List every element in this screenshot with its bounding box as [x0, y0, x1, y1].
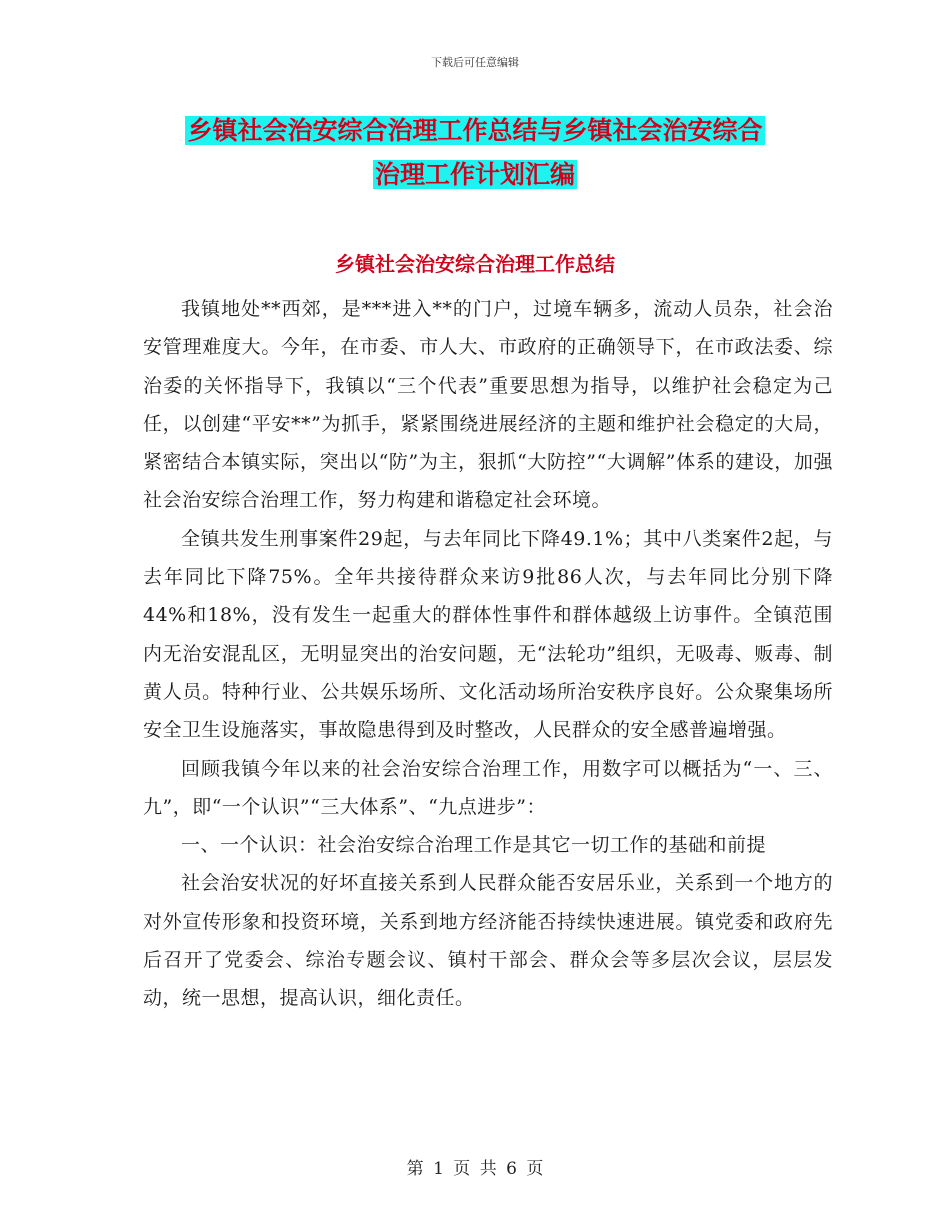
section-title: 乡镇社会治安综合治理工作总结	[335, 252, 615, 276]
document-title-line-1	[0, 114, 950, 148]
paragraph: 社会治安状况的好坏直接关系到人民群众能否安居乐业，关系到一个地方的对外宣传形象和投资环境，关系到地方经济能否持续快速进展。镇党委和政府先后召开了党委会、综治专题会议、镇村干部会、群众会等多层次会议，层层发动，统一思想，提高认识，细化责任。	[143, 872, 833, 1010]
paragraph: 回顾我镇今年以来的社会治安综合治理工作，用数字可以概括为“一、三、九”，即“一个认识”“三大体系”、“九点进步”：	[143, 757, 833, 818]
paragraph: 一、一个认识：社会治安综合治理工作是其它一切工作的基础和前提	[181, 834, 767, 857]
title-highlight-1: 乡镇社会治安综合治理工作总结与乡镇社会治安综合	[187, 116, 763, 145]
title-highlight-2: 治理工作计划汇编	[374, 160, 575, 189]
page-footer: 第 1 页 共 6 页	[406, 1159, 544, 1179]
paragraph: 我镇地处**西郊，是***进入**的门户，过境车辆多，流动人员杂，社会治安管理难度大。今年，在市委、市人大、市政府的正确领导下，在市政法委、综治委的关怀指导下，我镇以“三个代表”重要思想为指导，以维护社会稳定为己任，以创建“平安**”为抓手，紧紧围绕进展经济的主题和维护社会稳定的大局，紧密结合本镇实际，突出以“防”为主，狠抓“大防控”“大调解”体系的建设，加强社会治安综合治理工作，努力构建和谐稳定社会环境。	[143, 298, 833, 512]
document-body	[143, 290, 833, 1018]
paragraph: 全镇共发生刑事案件29起，与去年同比下降49.1%；其中八类案件2起，与去年同比下降75%。全年共接待群众来访9批86人次，与去年同比分别下降44%和18%，没有发生一起重大的群体性事件和群体越级上访事件。全镇范围内无治安混乱区，无明显突出的治安问题，无“法轮功”组织，无吸毒、贩毒、制黄人员。特种行业、公共娱乐场所、文化活动场所治安秩序良好。公众聚集场所安全卫生设施落实，事故隐患得到及时整改，人民群众的安全感普遍增强。	[143, 527, 833, 742]
document-title-line-2	[0, 158, 950, 192]
header-note: 下载后可任意编辑	[431, 56, 519, 69]
